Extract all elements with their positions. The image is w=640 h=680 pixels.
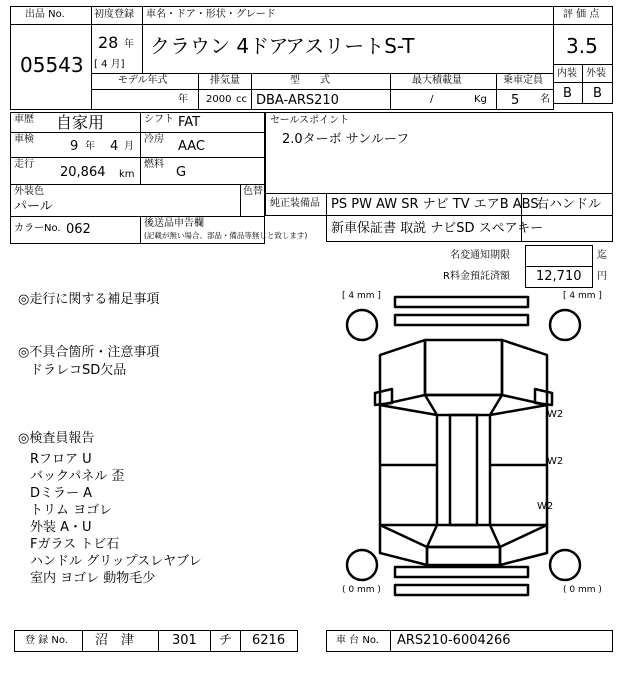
first-reg-year: 28 [98, 33, 119, 52]
car-name: クラウン 4ドア [150, 34, 289, 58]
repaint-label: 色替 [243, 186, 263, 197]
car-grade: アスリートS-T [285, 34, 415, 58]
details-h3 [10, 184, 265, 185]
reg-kana: チ [219, 633, 233, 648]
rear-quarter-left [380, 525, 427, 565]
inspector-lines [30, 448, 202, 584]
chassis-number: ARS210-6004266 [397, 633, 511, 648]
sales-point-label: セールスポイント [270, 115, 350, 126]
tire-rr [550, 550, 580, 580]
equipment-label: 純正装備品 [270, 198, 320, 209]
shift-value: FAT [178, 115, 201, 130]
hood [425, 340, 502, 395]
model-year-unit: 年 [178, 94, 188, 105]
reg-class: 301 [172, 633, 197, 648]
inspector-line: Dミラー A [30, 486, 93, 501]
inspection-month-unit: 月 [124, 141, 134, 152]
shift-label: シフト [144, 114, 174, 125]
inspection-label: 車検 [14, 134, 34, 145]
trunk [427, 547, 500, 565]
details-v-repaint [240, 184, 241, 216]
name-change-box [525, 245, 593, 267]
reg-no-label: 登 録 No. [25, 635, 68, 646]
inspection-month: 4 [110, 139, 119, 154]
rear-bumper-lower [395, 585, 528, 595]
chassis-divider [390, 630, 391, 652]
capacity-unit: 名 [540, 94, 550, 105]
extras-value: 新車保証書 取説 ナビSD スペアキー [331, 221, 544, 236]
interior-grade: B [563, 86, 572, 101]
lot-no-divider [10, 24, 92, 25]
ac-label: 冷房 [144, 134, 164, 145]
specs-v3 [390, 73, 391, 110]
damage-mark: W2 [547, 409, 564, 420]
inspector-line: Fガラス トビ石 [30, 537, 120, 552]
ac-value: AAC [178, 139, 205, 154]
ext-color-value: パール [14, 199, 53, 214]
score-vertical-divider [582, 64, 583, 104]
tire-rear-left: ( 0 mm ) [342, 585, 381, 595]
reg-number: 6216 [252, 633, 286, 648]
equipment-value: PS PW AW SR ナビ TV エアB ABS [331, 197, 539, 212]
front-bumper-lower [395, 315, 528, 325]
exterior-grade: B [593, 86, 602, 101]
details-v-color [140, 216, 141, 244]
history-label: 車歴 [14, 114, 34, 125]
details-v-divider [140, 112, 141, 184]
inspection-year: 9 [70, 139, 79, 154]
details-h2 [10, 157, 265, 158]
displacement-label: 排気量 [210, 75, 240, 86]
max-load-unit: Kg [474, 94, 487, 105]
color-no-value: 062 [66, 222, 91, 237]
reg-v1 [82, 630, 83, 652]
inspector-line: ハンドル グリップスレヤブレ [30, 554, 202, 569]
score-value: 3.5 [566, 34, 598, 58]
car-body-diagram [340, 285, 610, 605]
first-reg-year-unit: 年 [124, 39, 134, 50]
inspector-line: バックパネル 歪 [30, 469, 125, 484]
tire-fr [550, 310, 580, 340]
score-divider-3 [553, 82, 613, 83]
first-reg-month: [ 4 月] [94, 59, 125, 70]
rear-quarter-right [500, 525, 547, 565]
exterior-label: 外装 [586, 68, 606, 79]
tire-front-right: [ 4 mm ] [563, 291, 602, 301]
interior-label: 内装 [557, 68, 577, 79]
capacity-value: 5 [511, 93, 520, 108]
defect-notes-title: ◎不具合箇所・注意事項 [18, 345, 160, 360]
inspector-title: ◎検査員報告 [18, 431, 95, 446]
steering-value: 右ハンドル [536, 197, 602, 212]
reg-region: 沼 津 [95, 633, 135, 648]
defect-line: ドラレコSD欠品 [30, 363, 127, 378]
lot-no: 05543 [20, 53, 84, 77]
tire-rl [347, 550, 377, 580]
driving-notes-title: ◎走行に関する補足事項 [18, 292, 160, 307]
specs-h-divider [91, 89, 554, 90]
tire-front-left: [ 4 mm ] [342, 291, 381, 301]
chassis-label: 車 台 No. [336, 635, 379, 646]
specs-v2 [251, 73, 252, 110]
score-divider [553, 24, 613, 25]
details-h4 [10, 216, 265, 217]
fuel-label: 燃料 [144, 159, 164, 170]
inspector-line: 外装 A・U [30, 520, 92, 535]
inspector-line: Rフロア U [30, 452, 92, 467]
name-change-label: 名変通知期限 [450, 250, 510, 261]
specs-v1 [198, 73, 199, 110]
lot-no-label: 出品 No. [25, 9, 65, 20]
rear-bumper [395, 567, 528, 577]
equipment-divider [326, 193, 327, 216]
displacement-value: 2000 [206, 94, 232, 105]
front-bumper [395, 297, 528, 307]
color-no-label: カラーNo. [14, 223, 61, 234]
recycle-unit: 円 [597, 271, 607, 282]
recycle-amount: 12,710 [536, 269, 582, 284]
recycle-label: R料金預託済額 [443, 271, 510, 282]
history-value: 自家用 [56, 113, 105, 132]
max-load-label: 最大積載量 [412, 75, 462, 86]
capacity-label: 乗車定員 [503, 75, 543, 86]
mileage-value: 20,864 [60, 165, 106, 180]
first-reg-divider [91, 24, 143, 25]
mileage-label: 走行 [14, 159, 34, 170]
displacement-unit: cc [236, 94, 247, 105]
mirror-right [535, 389, 552, 405]
inspection-year-unit: 年 [85, 141, 95, 152]
model-year-label: モデル年式 [118, 75, 168, 86]
tire-rear-right: ( 0 mm ) [563, 585, 602, 595]
car-name-divider [142, 24, 554, 25]
car-name-label: 車名・ドア・形状・グレード [146, 9, 276, 20]
first-reg-label: 初度登録 [94, 9, 134, 20]
windshield [425, 395, 502, 415]
type-value: DBA-ARS210 [256, 93, 339, 108]
score-label: 評 価 点 [563, 9, 600, 20]
reg-v4 [240, 630, 241, 652]
tire-fl [347, 310, 377, 340]
score-divider-2 [553, 64, 613, 65]
ext-color-label: 外装色 [14, 186, 44, 197]
damage-mark: W2 [537, 501, 554, 512]
inspector-line: 室内 ヨゴレ 動物毛少 [30, 571, 156, 586]
roof [450, 415, 477, 525]
name-change-suffix: 迄 [597, 250, 607, 261]
specs-v4 [496, 73, 497, 110]
post-report-label: 後送品申告欄 [144, 218, 204, 229]
reg-v3 [210, 630, 211, 652]
reg-v2 [158, 630, 159, 652]
details-h1 [10, 132, 265, 133]
max-load-separator: / [430, 94, 434, 105]
type-label: 型 式 [290, 75, 330, 86]
post-report-note: (記載が無い場合、部品・備品等無しと致します) [144, 231, 308, 240]
fuel-value: G [176, 165, 187, 180]
sales-point-value: 2.0ターボ サンルーフ [282, 132, 410, 147]
front-fender-area-r [502, 340, 547, 405]
inspector-line: トリム ヨゴレ [30, 503, 113, 518]
rear-window [427, 525, 500, 547]
mirror-left [375, 389, 392, 405]
mileage-unit: km [119, 169, 135, 180]
damage-mark: W2 [547, 456, 564, 467]
front-fender-area [380, 340, 425, 405]
